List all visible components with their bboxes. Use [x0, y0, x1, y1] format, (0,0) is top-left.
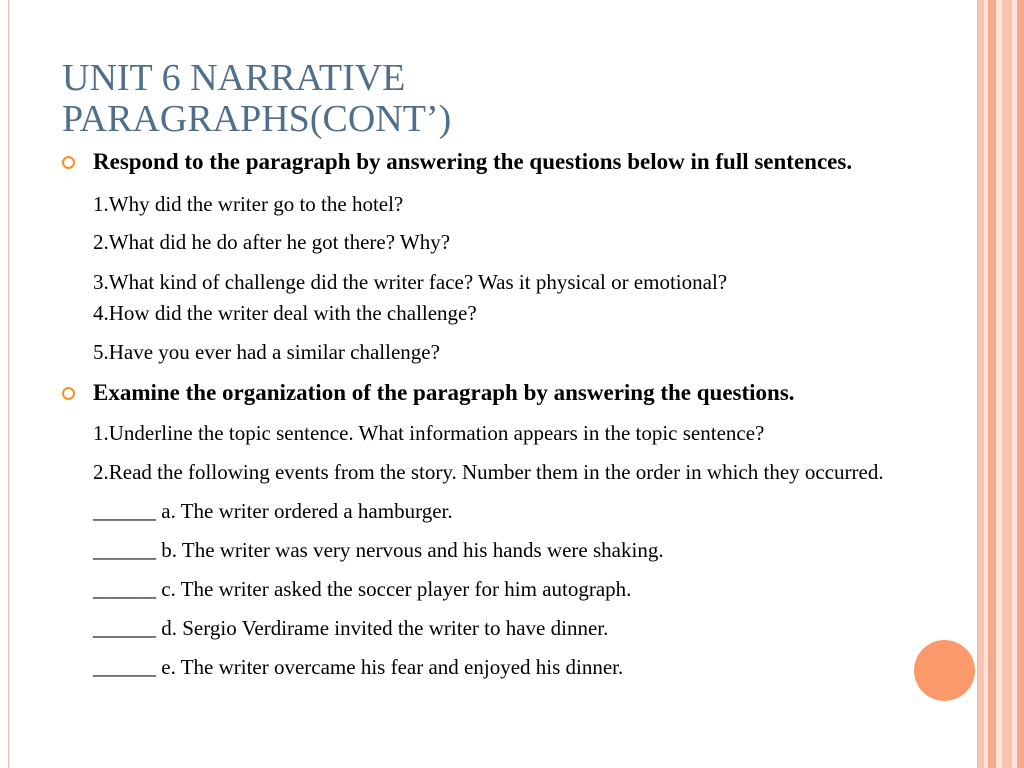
stripe [1017, 0, 1024, 768]
event-item: ______ a. The writer ordered a hamburger. [93, 499, 453, 523]
question-item: 4.How did the writer deal with the challenge? [93, 301, 477, 325]
question-item: 2.What did he do after he got there? Why? [93, 230, 451, 254]
question-item: 2.Read the following events from the story. Number them in the order in which they occurred. [93, 460, 884, 484]
bullet-circle-icon [62, 156, 75, 169]
question-item: 1.Why did the writer go to the hotel? [93, 192, 404, 216]
question-item: 5.Have you ever had a similar challenge? [93, 340, 440, 364]
slide-title-line: PARAGRAPHS(CONT’) [62, 98, 452, 140]
event-item: ______ e. The writer overcame his fear and enjoyed his dinner. [93, 655, 624, 679]
decorative-circle [914, 640, 975, 701]
section-heading: Examine the organization of the paragraph by answering the questions. [93, 380, 795, 405]
event-item: ______ d. Sergio Verdirame invited the writer to have dinner. [93, 616, 609, 640]
question-item: 3.What kind of challenge did the writer face? Was it physical or emotional? [93, 270, 728, 294]
bullet-circle-icon [62, 387, 75, 400]
event-item: ______ b. The writer was very nervous and his hands were shaking. [93, 538, 664, 562]
decorative-stripes [978, 0, 1024, 768]
section-heading: Respond to the paragraph by answering the questions below in full sentences. [93, 149, 853, 174]
slide-content [62, 146, 962, 682]
slide-title [62, 58, 762, 140]
bullet-section-examine [62, 377, 962, 682]
bullet-section-respond [62, 146, 962, 367]
stripe [988, 0, 996, 768]
event-item: ______ c. The writer asked the soccer player for him autograph. [93, 577, 632, 601]
question-item: 1.Underline the topic sentence. What information appears in the topic sentence? [93, 421, 765, 445]
stripe [1002, 0, 1012, 768]
slide-title-line: UNIT 6 NARRATIVE [62, 57, 406, 99]
